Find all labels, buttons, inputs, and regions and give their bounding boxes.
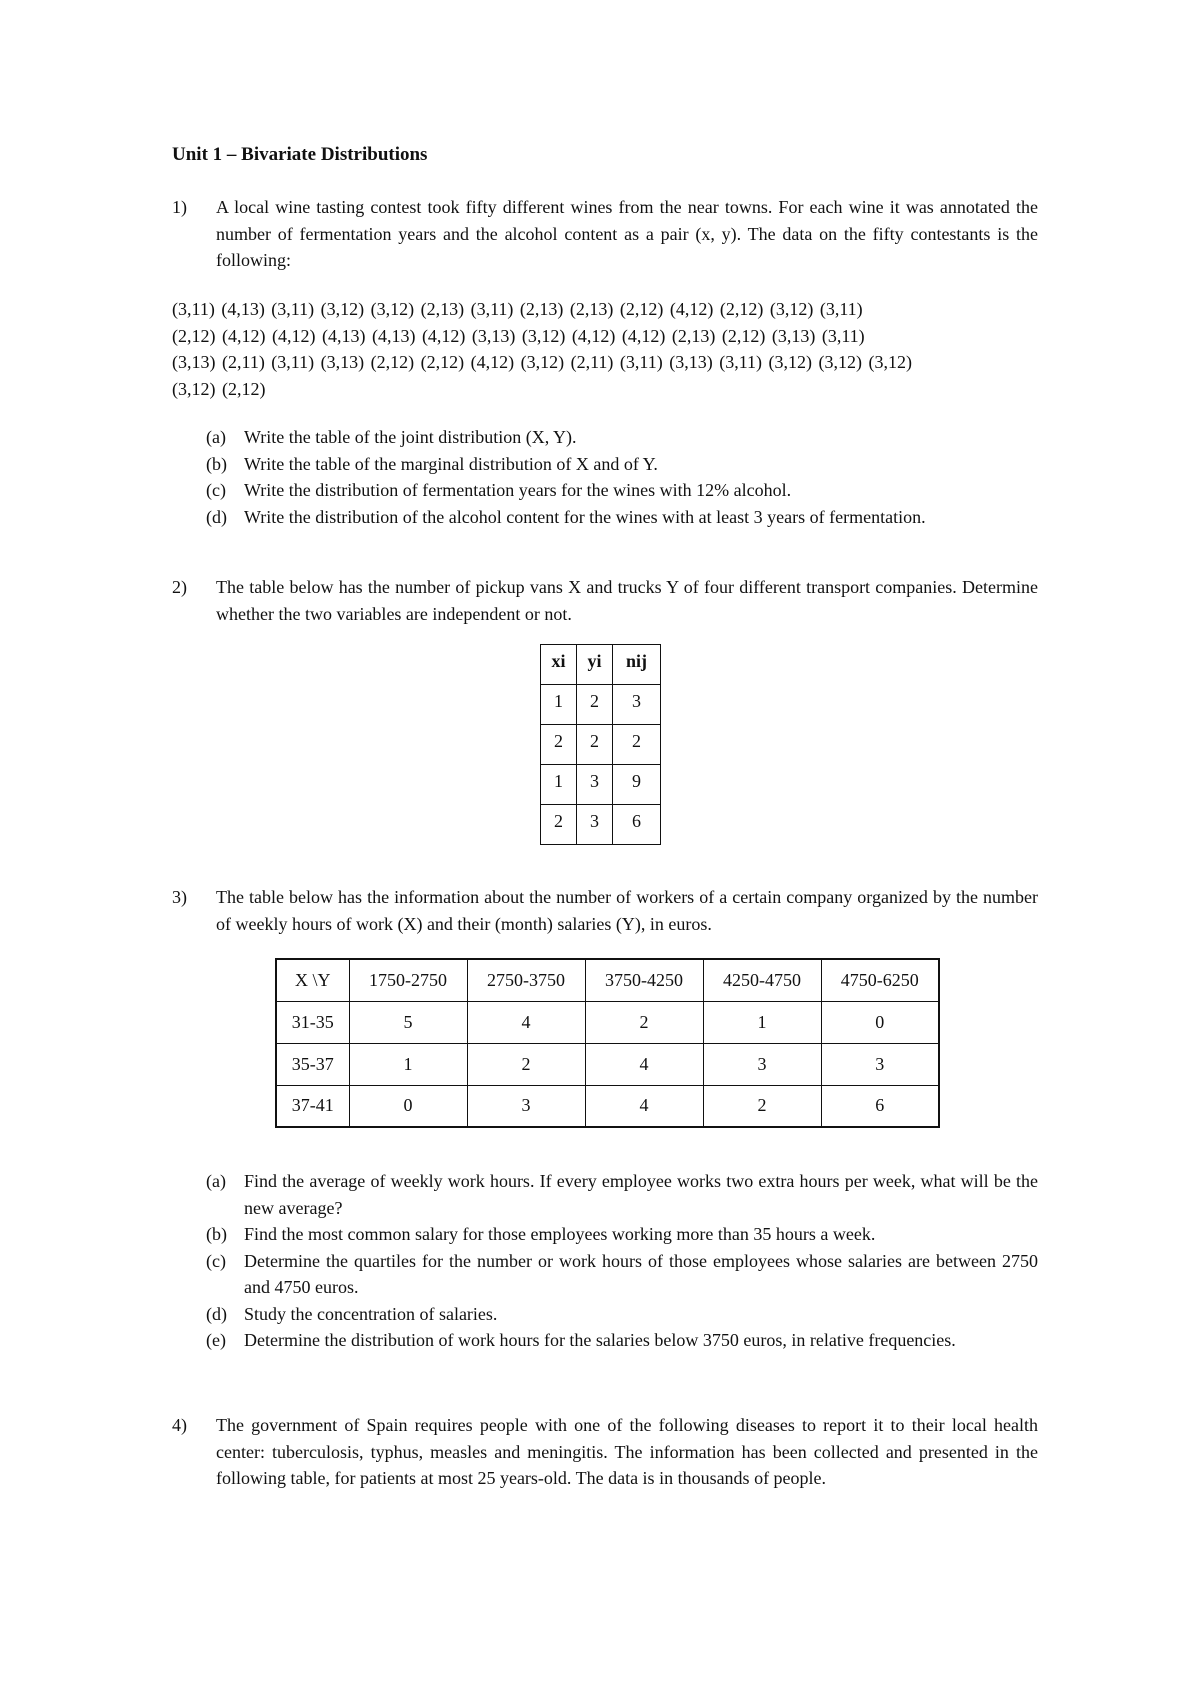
question-2 (172, 574, 1038, 627)
table-header-cell: 4250-4750 (703, 959, 821, 1001)
item-text: Write the table of the joint distribution (X, Y). (244, 427, 577, 447)
table-cell: 2 (541, 805, 577, 845)
table-cell: 31-35 (276, 1001, 349, 1043)
table-cell: 3 (821, 1043, 939, 1085)
table-cell: 3 (703, 1043, 821, 1085)
question-3-items (206, 1168, 1038, 1354)
table-header-cell: 4750-6250 (821, 959, 939, 1001)
item-text: Write the distribution of fermentation years for the wines with 12% alcohol. (244, 480, 792, 500)
item-text: Write the distribution of the alcohol content for the wines with at least 3 years of fermentation. (244, 506, 926, 527)
pairs-line: (3,13) (2,11) (3,11) (3,13) (2,12) (2,12) (4,12) (3,12) (2,11) (3,11) (3,13) (3,11) (3,12) (3,12) (3,12) (172, 352, 912, 372)
table-cell: 2 (703, 1085, 821, 1127)
hours-salaries-table (275, 958, 940, 1128)
table-cell: 2 (585, 1001, 703, 1043)
table-cell: 3 (577, 765, 613, 805)
item-label: (c) (206, 1250, 226, 1271)
table-cell: 3 (577, 805, 613, 845)
table-cell: 4 (585, 1085, 703, 1127)
table-cell: 9 (613, 765, 661, 805)
table-cell: 5 (349, 1001, 467, 1043)
pairs-line: (2,12) (4,12) (4,12) (4,13) (4,13) (4,12) (3,13) (3,12) (4,12) (4,12) (2,13) (2,12) (3,13) (3,11) (172, 325, 865, 346)
item-label: (a) (206, 1171, 226, 1191)
item-text: Find the most common salary for those employees working more than 35 hours a week. (244, 1224, 876, 1244)
table-cell: 0 (821, 1001, 939, 1043)
pairs-line: (3,11) (4,13) (3,11) (3,12) (3,12) (2,13) (3,11) (2,13) (2,13) (2,12) (4,12) (2,12) (3,12) (3,11) (172, 299, 863, 319)
list-item (206, 504, 1038, 531)
table-row (276, 1043, 939, 1085)
table-cell: 37-41 (276, 1085, 349, 1127)
table-cell: 3 (613, 685, 661, 725)
item-text: Study the concentration of salaries. (244, 1303, 498, 1324)
item-text: Determine the quartiles for the number or work hours of those employees whose salaries are between 2750 and 4750 euros. (244, 1250, 1038, 1297)
table-cell: 3 (467, 1085, 585, 1127)
item-label: (b) (206, 1224, 227, 1244)
table-cell: 35-37 (276, 1043, 349, 1085)
item-text: Write the table of the marginal distribution of X and of Y. (244, 453, 658, 474)
table-row (276, 1001, 939, 1043)
table-cell: 1 (349, 1043, 467, 1085)
list-item (206, 451, 1038, 478)
item-label: (d) (206, 1303, 227, 1324)
item-label: (c) (206, 480, 226, 500)
list-item (206, 477, 1038, 504)
list-item (206, 424, 1038, 451)
table-row (276, 1085, 939, 1127)
question-1-items (206, 424, 1038, 530)
table-header-row (276, 959, 939, 1001)
item-label: (a) (206, 427, 226, 447)
table-cell: 6 (821, 1085, 939, 1127)
page-title: Unit 1 – Bivariate Distributions (172, 144, 428, 165)
question-number: 3) (172, 887, 187, 907)
question-text: The government of Spain requires people with one of the following diseases to report it to their local health center: tuberculosis, typhus, measles and meningitis. The information has been collected and presented in the following table, for patients at most 25 years-old. The data is in thousands of people. (216, 1415, 1038, 1488)
table-cell: 1 (703, 1001, 821, 1043)
table-cell: 2 (577, 685, 613, 725)
question-text: The table below has the information about the number of workers of a certain company organized by the number of weekly hours of work (X) and their (month) salaries (Y), in euros. (216, 887, 1038, 934)
table-cell: 6 (613, 805, 661, 845)
table-header-cell: xi (541, 645, 577, 685)
list-item (206, 1327, 1038, 1354)
table-header-cell: 2750-3750 (467, 959, 585, 1001)
question-number: 4) (172, 1415, 187, 1435)
table-cell: 2 (577, 725, 613, 765)
table-header-row (541, 645, 661, 685)
table-cell: 2 (613, 725, 661, 765)
question-number: 2) (172, 577, 187, 597)
table-header-cell: nij (613, 645, 661, 685)
table-cell: 2 (467, 1043, 585, 1085)
table-row (541, 725, 661, 765)
table-cell: 1 (541, 685, 577, 725)
question-4 (172, 1412, 1038, 1492)
question-number: 1) (172, 197, 187, 217)
table-header-cell: X \Y (276, 959, 349, 1001)
list-item (206, 1248, 1038, 1301)
table-row (541, 685, 661, 725)
list-item (206, 1168, 1038, 1221)
question-text: The table below has the number of pickup vans X and trucks Y of four different transport companies. Determine whether the two variables are independent or not. (216, 577, 1038, 624)
question-text: A local wine tasting contest took fifty different wines from the near towns. For each wine it was annotated the number of fermentation years and the alcohol content as a pair (x, y). The data on the fifty contestants is the following: (216, 197, 1038, 270)
vans-trucks-table (540, 644, 661, 845)
question-3 (172, 884, 1038, 937)
table-cell: 1 (541, 765, 577, 805)
table-row (541, 765, 661, 805)
list-item (206, 1301, 1038, 1328)
question-1 (172, 194, 1038, 274)
list-item (206, 1221, 1038, 1248)
table-header-cell: 1750-2750 (349, 959, 467, 1001)
table-cell: 4 (467, 1001, 585, 1043)
pairs-line: (3,12) (2,12) (172, 378, 266, 399)
table-cell: 2 (541, 725, 577, 765)
data-pairs (172, 296, 1038, 402)
table-cell: 0 (349, 1085, 467, 1127)
table-header-cell: yi (577, 645, 613, 685)
item-label: (b) (206, 453, 227, 474)
item-label: (d) (206, 506, 227, 527)
item-label: (e) (206, 1330, 226, 1350)
table-header-cell: 3750-4250 (585, 959, 703, 1001)
table-cell: 4 (585, 1043, 703, 1085)
item-text: Find the average of weekly work hours. If every employee works two extra hours per week, what will be the new average? (244, 1171, 1038, 1218)
item-text: Determine the distribution of work hours for the salaries below 3750 euros, in relative frequencies. (244, 1330, 956, 1350)
table-row (541, 805, 661, 845)
